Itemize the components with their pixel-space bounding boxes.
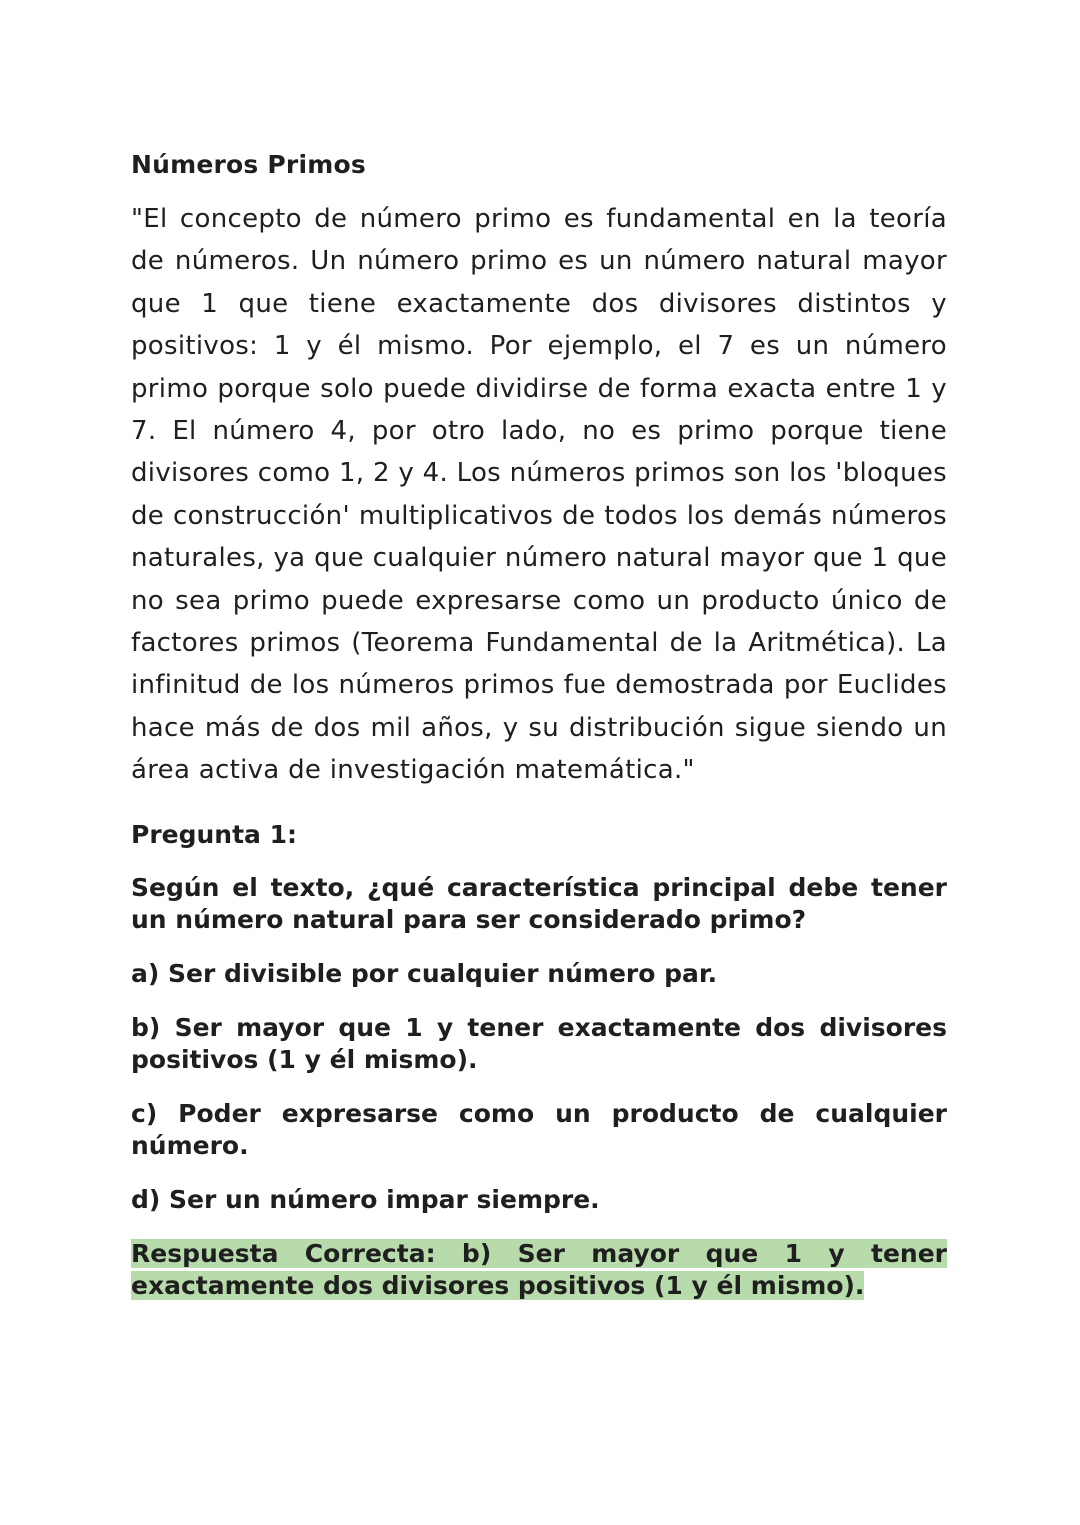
question-label: Pregunta 1: bbox=[131, 819, 298, 849]
option-b: b) Ser mayor que 1 y tener exactamente dos divisores positivos (1 y él mismo). bbox=[131, 1012, 947, 1074]
option-a: a) Ser divisible por cualquier número par. bbox=[131, 958, 718, 988]
correct-answer bbox=[131, 1238, 947, 1302]
document-title: Números Primos bbox=[131, 150, 366, 179]
document-page bbox=[131, 148, 947, 1302]
option-d: d) Ser un número impar siempre. bbox=[131, 1184, 600, 1214]
question-text: Según el texto, ¿qué característica principal debe tener un número natural para ser considerado primo? bbox=[131, 872, 947, 934]
correct-answer-highlight: Respuesta Correcta: b) Ser mayor que 1 y tener exactamente dos divisores positivos (1 y él mismo). bbox=[131, 1238, 947, 1300]
option-c: c) Poder expresarse como un producto de cualquier número. bbox=[131, 1098, 947, 1160]
passage-text: "El concepto de número primo es fundamental en la teoría de números. Un número primo es un número natural mayor que 1 que tiene exactamente dos divisores distintos y positivos: 1 y él mismo. Por ejemplo, el 7 es un número primo porque solo puede dividirse de forma exacta entre 1 y 7. El número 4, por otro lado, no es primo porque tiene divisores como 1, 2 y 4. Los números primos son los 'bloques de construcción' multiplicativos de todos los demás números naturales, ya que cualquier número natural mayor que 1 que no sea primo puede expresarse como un producto único de factores primos (Teorema Fundamental de la Aritmética). La infinitud de los números primos fue demostrada por Euclides hace más de dos mil años, y su distribución sigue siendo un área activa de investigación matemática." bbox=[131, 204, 947, 786]
